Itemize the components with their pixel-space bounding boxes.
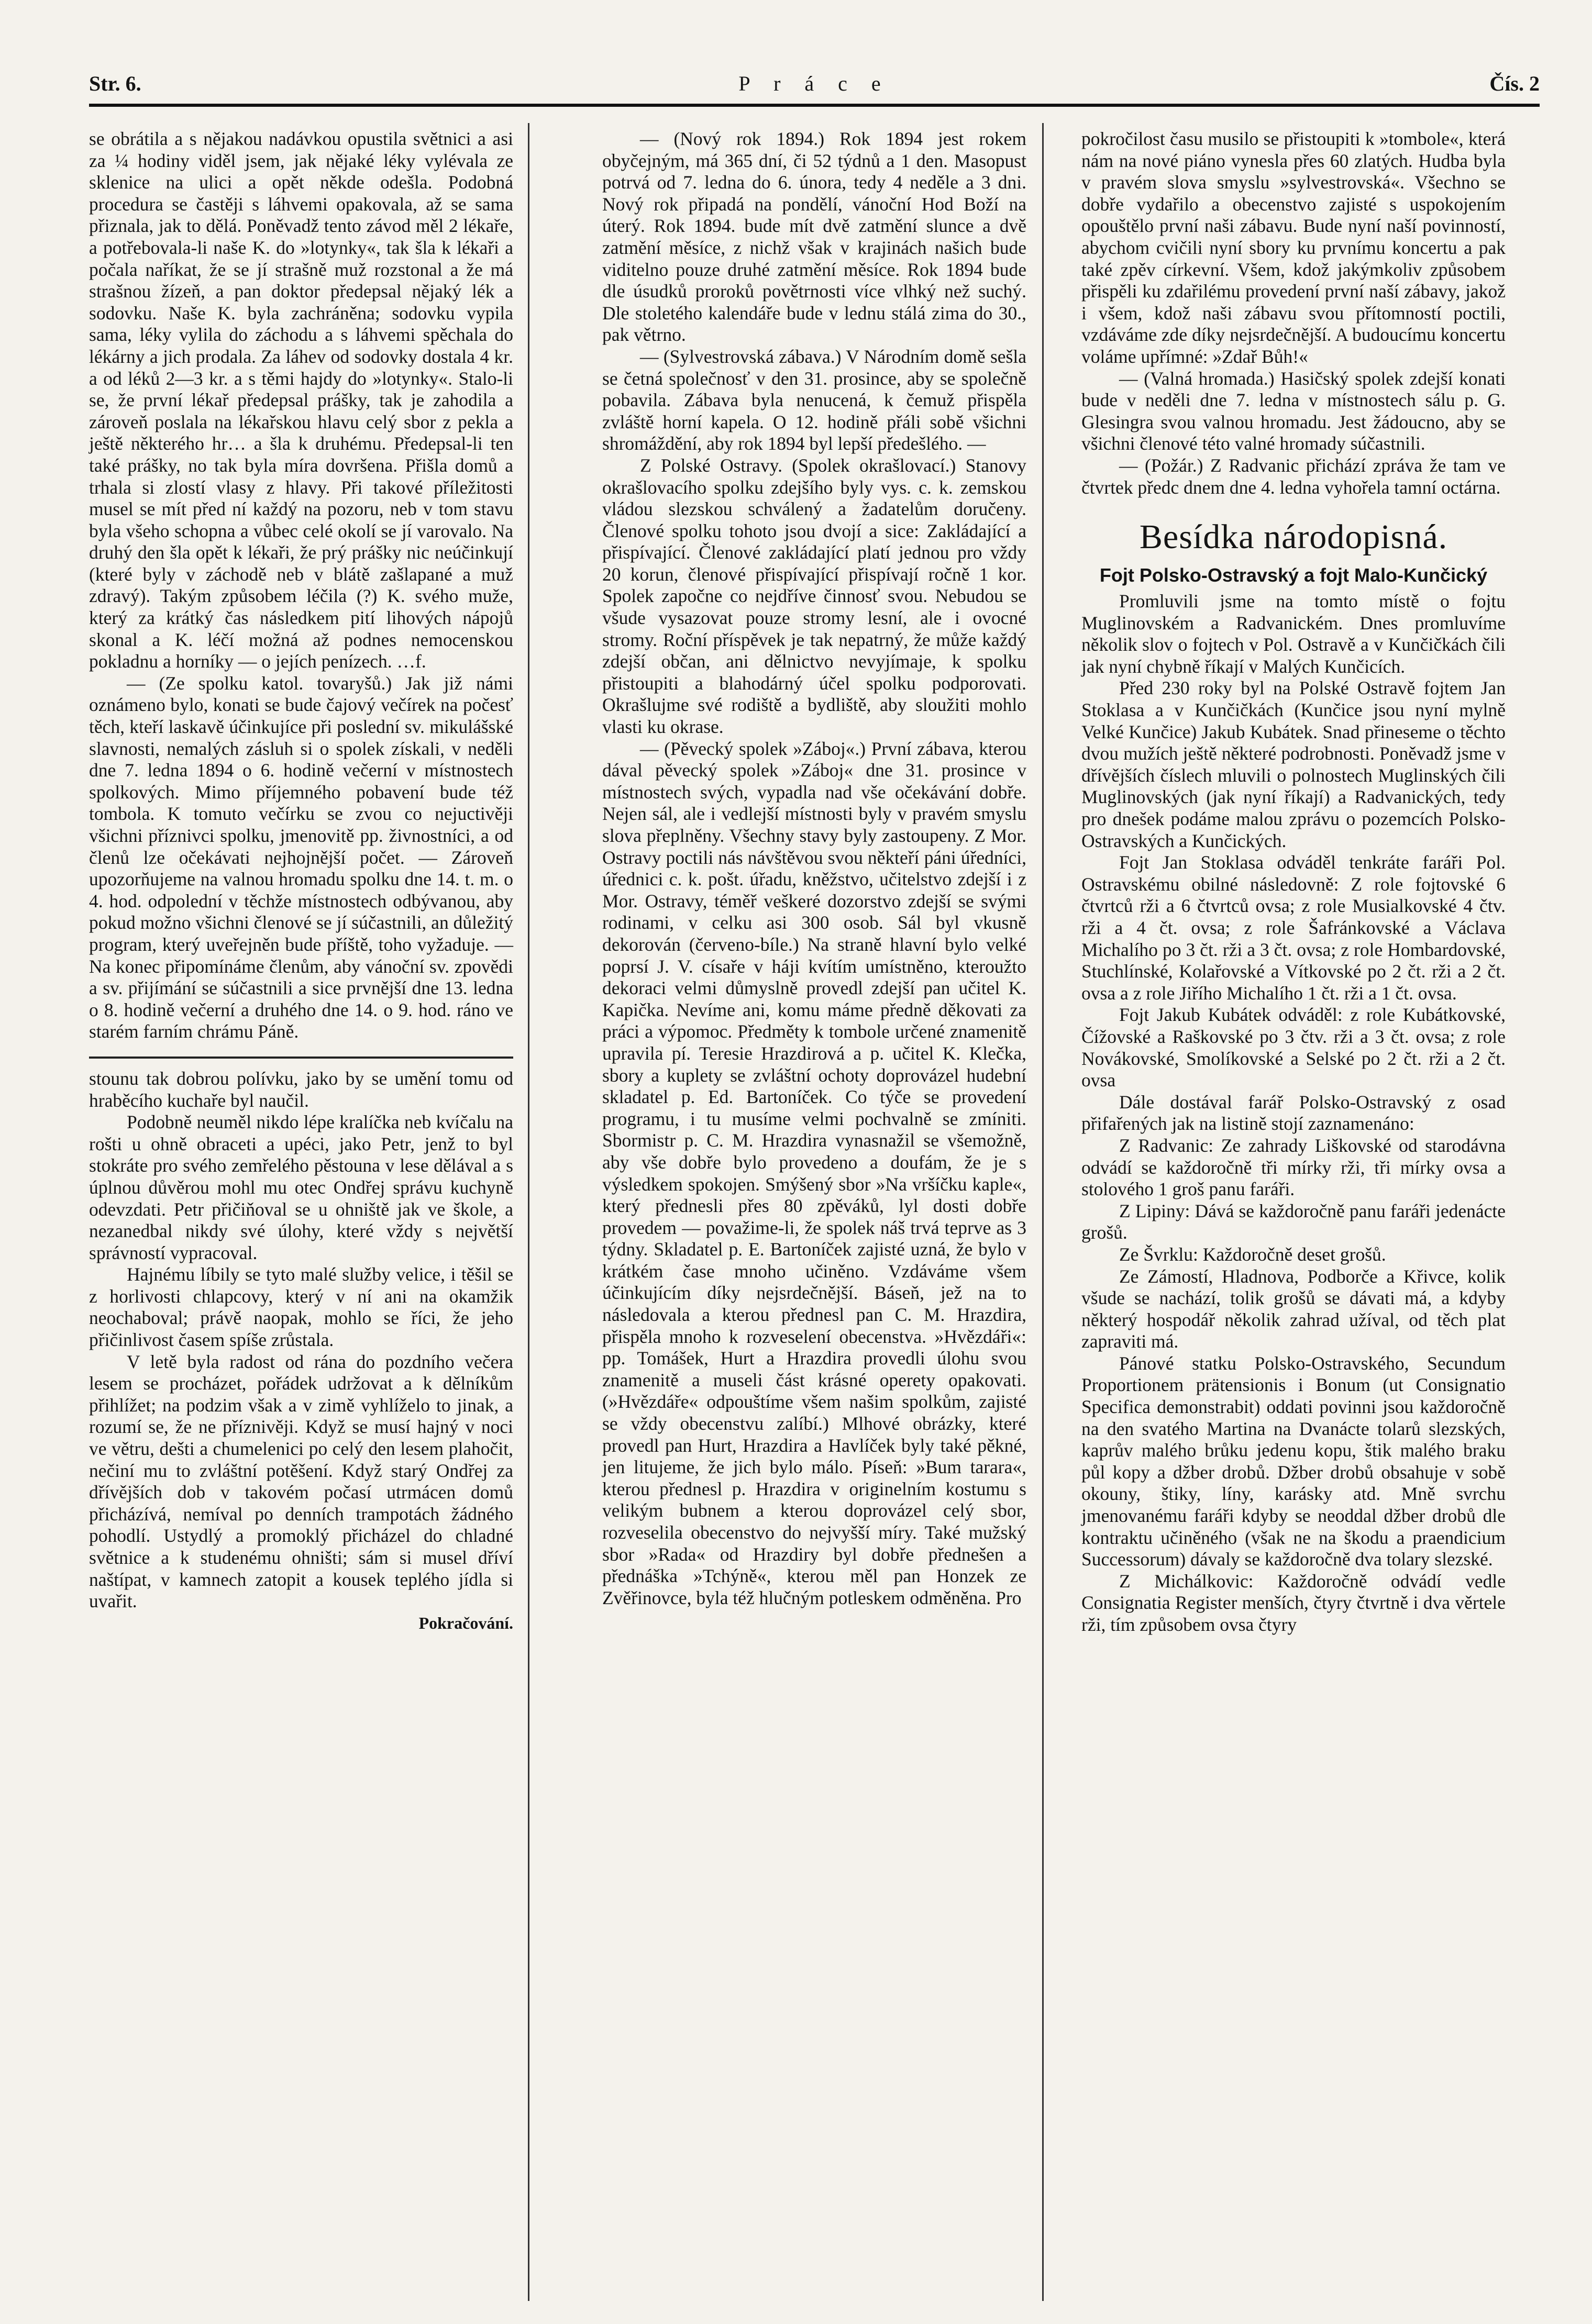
article-text: Pánové statku Polsko-Ostravského, Secundum Proportionem prätensionis i Bonum (ut Consignatio Specifica demonstrabit) oddati povinni jsou každoročně na den svatého Martina na Dvanácte tolarů slezských, kaprův malého brůku jedenu kopu, štik malého braku půl kopy a džber drobů. Džber drobů obsahuje v sobě okouny, štiky, líny, karásky atd. Mně svrchu jmenovanému faráři kdyby se neoddal džber drobů dle kontraktu učiněného (však ne na škodu a praendicium Successorum) dávaly se každoročně dva tolary slezské. [1081,1352,1506,1570]
serial-text: stounu tak dobrou polívku, jako by se umění tomu od hraběcího kuchaře byl naučil. [89,1068,513,1111]
article-text: Fojt Jakub Kubátek odváděl: z role Kubátkovské, Čížovské a Raškovské po 3 čtv. rži a 3 čt. ovsa; z role Novákovské, Smolíkovské a Selské po 2 čt. rži a 2 čt. ovsa [1081,1004,1506,1091]
article-text: — (Sylvestrovská zábava.) V Národním domě sešla se četná společnosť v den 31. prosince, aby se společně pobavila. Zábava byla nenucená, k čemuž přispěla zvláště horní kapela. O 12. hodině přáli sobě všichni shromáždění, aby rok 1894 byl lepší předešlého. — [602,346,1026,454]
newspaper-title: P r á c e [738,72,890,95]
column-2 [602,128,1026,1609]
article-text: Z Lipiny: Dává se každoročně panu faráři jedenácte grošů. [1081,1200,1506,1243]
article-text: pokročilost času musilo se přistoupiti k »tombole«, která nám na nové piáno vynesla přes 60 zlatých. Hudba byla v pravém slova smyslu »sylvestrovská«. Všechno se dobře vydařilo a obecenstvo zajisté s uspokojením opouštělo první naši zábavu. Bude nyní naší povinností, abychom cvičili nyní sbory ku prvnímu koncertu a pak také zpěv církevní. Všem, kdož jakýmkoliv způsobem přispěli ku zdařilému provedení první naší zábavy, jakož i všem, kdož naši zábavu svou přítomností poctili, vzdáváme zde díky nejsrdečnější. A budoucímu koncertu voláme upřímné: »Zdař Bůh!« [1081,128,1506,367]
column-divider-1 [528,123,529,2301]
article-text: — (Valná hromada.) Hasičský spolek zdejší konati bude v neděli dne 7. ledna v místnostech sálu p. G. Glesingra svou valnou hromadu. Jest žádoucno, aby se všichni členové této valné hromady súčastnili. [1081,368,1506,454]
article-text: Před 230 roky byl na Polské Ostravě fojtem Jan Stoklasa a v Kunčičkách (Kunčice jsou nyní mylně Velké Kunčice) Jakub Kubátek. Snad přineseme o těchto dvou mužích ještě některé podrobnosti. Poněvadž jsme v dřívějších číslech mluvili o polnostech Muglinských čili Muglinovských (jak nyní říkají) a Radvanických, tedy pro dnešek podáme malou zprávu o pozemcích Polsko-Ostravských a Kunčických. [1081,677,1506,851]
section-subtitle: Fojt Polsko-Ostravský a fojt Malo-Kunčický [1099,564,1488,586]
section-separator [89,1057,513,1059]
article-text: Z Michálkovic: Každoročně odvádí vedle Consignatia Register menších, čtyry čtvrtně i dva věrtele rži, tím způsobem ovsa čtyry [1081,1570,1506,1635]
article-text: se obrátila a s nějakou nadávkou opustila světnici a asi za ¼ hodiny viděl jsem, jak nějaké léky vylévala ze sklenice na ulici a opět někde odešla. Podobná procedura se častěji s láhvemi opakovala, až se sama přiznala, jak to dělá. Poněvadž tento závod měl 2 lékaře, a potřebovala-li naše K. do »lotynky«, tak šla k lékaři a počala naříkat, že se jí strašně muž rozstonal a že má strašnou žízeň, a pan doktor předepsal nějaký lék a sodovku. Naše K. byla zachráněna; sodovku vypila sama, léky vylila do záchodu a s láhvemi spěchala do lékárny a jich prodala. Za láhev od sodovky dostala 4 kr. a od léků 2—3 kr. a s těmi hajdy do »lotynky«. Stalo-li se, že první lékař předepsal prášky, tak je zahodila a zároveň poslala na lékařskou hlavu celý sbor z pekla a ještě některého hr… a šla k druhému. Předepsal-li ten také prášky, no tak byla míra dovršena. Přišla domů a trhala si zlostí vlasy z hlavy. Při takové příležitosti musel se mít před ní každý na pozoru, neb v tom stavu byla všeho schopna a vůbec celé okolí se jí varovalo. Na druhý den šla opět k lékaři, že prý prášky nic neúčinkují (které byly v záchodě neb v blátě zašlapané a muž zdravý). Takým způsobem léčila (?) K. svého muže, který za krátký čas následkem pití lihových nápojů skonal a K. léčí možná až podnes nemocenskou pokladnu a horníky — o jejích penízech. …f. [89,128,513,672]
article-text: Z Polské Ostravy. (Spolek okrašlovací.) Stanovy okrašlovacího spolku zdejšího byly vys. c. k. zemskou vládou slezskou schválený a žadatelům doručeny. Členové spolku tohoto jsou dvojí a sice: Zakládající a přispívající. Členové zakládající platí jednou pro vždy 20 korun, členové přispívající přispívají ročně 1 kor. Spolek započne co nejdříve činnosť svou. Nebudou se všude vysazovat pouze stromy lesní, ale i ovocné stromy. Roční příspěvek je tak nepatrný, že může každý zdejší občan, ani dělnictvo nevyjímaje, k spolku přistoupiti a blahodárný účel spolku podporovati. Okrašlujme své rodiště a bydliště, aby sloužiti mohlo vlasti ku okrase. [602,454,1026,738]
article-text: Ze Švrklu: Každoročně deset grošů. [1119,1243,1386,1265]
article-text: — (Požár.) Z Radvanic přichází zpráva že tam ve čtvrtek předc dnem dne 4. ledna vyhořela tamní octárna. [1081,454,1506,498]
article-text: Dále dostával farář Polsko-Ostravský z osad přifařených jak na listině stojí zaznamenáno: [1081,1091,1506,1135]
issue-number: Čís. 2 [1489,72,1540,95]
column-divider-2 [1042,123,1044,2301]
serial-text: V letě byla radost od rána do pozdního večera lesem se procházet, pořádek udržovat a k dělníkům přihlížet; na podzim však a v zimě vyhlíželo to jinak, a rozumí se, že ne příznivěji. Když se musí hajný v noci ve větru, dešti a chumelenici po celý den lesem plahočit, nečiní mu to zvláštní potěšení. Když starý Ondřej za dřívějších dob v takovém počasí utrmácen domů přicházívá, nemíval po denních trampotách žádného pohodlí. Ustydlý a promoklý přicházel do chladné světnice a k studenému ohništi; sám si musel dříví naštípat, v kamnech zatopit a kousek teplého jídla si uvařit. [89,1351,513,1612]
article-text: Ze Zámostí, Hladnova, Podborče a Křivce, kolik všude se nachází, tolik grošů se dávati má, a kdyby některý hospodář několik zahrad užíval, od těch plat zapraviti má. [1081,1265,1506,1352]
column-1 [89,128,513,1634]
article-text: — (Pěvecký spolek »Záboj«.) První zábava, kterou dával pěvecký spolek »Záboj« dne 31. prosince v místnostech svých, vypadla nad vše očekávání dobře. Nejen sál, ale i vedlejší místnosti byly v pravém smyslu slova přeplněny. Všechny stavy byly zastoupeny. Z Mor. Ostravy poctili nás návštěvou svou někteří páni úředníci, úřednici c. k. pošt. úřadu, kněžstvo, učitelstvo zdejší i z Mor. Ostravy, téměř veškeré dozorstvo zdejší se svými rodinami, v celku asi 300 osob. Sál byl vkusně dekorován (červeno-bíle.) Na straně hlavní bylo velké poprsí J. V. císaře v háji kvítím umístněno, kteroužto dekoraci velmi důmyslně provedl zdejší pan učitel K. Kapička. Nevíme ani, komu máme předně děkovati za práci a výpomoc. Předměty k tombole určené znamenitě upravila pí. Teresie Hrazdirová a p. učitel K. Klečka, sbory a kuplety se zvláštní ochoty doprovázel hudební skladatel p. Ed. Bartoníček. Co týče se provedení programu, i tu musíme velmi pochvalně se zmíniti. Sbormistr p. C. M. Hrazdira vynasnažil se všemožně, aby vše dobře bylo provedeno a doufám, že je s výsledkem spokojen. Smýšený sbor »Na vršíčku kaple«, který přednesli přes 80 zpěváků, lyl dosti dobře provedem — považime-li, že spolek náš trvá teprve as 3 týdny. Skladatel p. E. Bartoníček zajisté uzná, že bylo v krátkém čase mnoho učiněno. Vzdáváme všem účinkujícím díky nejsrdečnější. Báseň, jež na to následovala a kterou přednesl pan C. M. Hrazdira, přispěla mnoho k rozveselení obecenstva. »Hvězdáři«: pp. Tomášek, Hurt a Hrazdira provedli úlohu svou znamenitě a museli část krásné operety opakovati. (»Hvězdáře« odpouštíme všem našim spolkům, zajisté se vždy obecenstvu zalíbí.) Mlhové obrázky, které provedl pan Hurt, Hrazdira a Havlíček byly také pěkné, jen litujeme, že jich bylo málo. Píseň: »Bum tarara«, kterou přednesl p. Hrazdira v originelním kostumu s velikým bubnem a kterou doprovázel celý sbor, rozveselila obecenstvo do nejvyšší míry. Také mužský sbor »Rada« od Hrazdiry byl dobře přednešen a přednáška »Tchýně«, kterou měl pan Honzek ze Zvěřinovce, byla též hlučným potleskem odměněna. Pro [602,738,1026,1608]
column-3 [1081,128,1506,1636]
section-title: Besídka národopisná. [1139,518,1448,557]
article-text: Promluvili jsme na tomto místě o fojtu Muglinovském a Radvanickém. Dnes promluvíme několik slov o fojtech v Pol. Ostravě a v Kunčičkách čili jak nyní chybně říkají v Malých Kunčicích. [1081,591,1506,677]
article-text: Z Radvanic: Ze zahrady Liškovské od starodávna odvádí se každoročně tři mírky rži, tři mírky ovsa a stolového 1 groš panu faráři. [1081,1135,1506,1200]
article-text: — (Nový rok 1894.) Rok 1894 jest rokem obyčejným, má 365 dní, či 52 týdnů a 1 den. Masopust potrvá od 7. ledna do 6. února, tedy 4 neděle a 3 dni. Nový rok připadá na pondělí, vánoční Hod Boží na úterý. Rok 1894. bude mít dvě zatmění slunce a dvě zatmění měsíce, z nichž však v krajinách našich bude viditelno pouze druhé zatmění měsíce. Rok 1894 bude dle úsudků proroků povětrnosti více vlhký než suchý. Dle stoletého kalendáře bude v lednu stálá zima do 30., pak větrno. [602,128,1026,346]
article-text: — (Ze spolku katol. tovaryšů.) Jak již námi oznámeno bylo, konati se bude čajový večírek na počesť těch, kteří laskavě účinkujíce při poslední sv. mikulášské slavnosti, nemalých zásluh si o spolek získali, v neděli dne 7. ledna 1894 o 6. hodině večerní v místnostech spolkových. Mimo příjemného pobavení bude též tombola. K tomuto večírku se zvou co nejuctivěji všichni příznivci spolku, jmenovitě pp. živnostníci, a od členů lze očekávati nejhojnější počet. — Zároveň upozorňujeme na valnou hromadu spolku dne 14. t. m. o 4. hod. odpolední v těchže místnostech odbývanou, aby pokud možno všichni členové se jí súčastnili, an důležitý program, který uveřejněn bude příště, toho vyžaduje. — Na konec připomínáme členům, aby vánoční sv. zpovědi a sv. přijímání se súčastnili a sice prvnější dne 13. ledna o 8. hodině večerní a druhého dne 14. o 9. hod. ráno ve starém farním chrámu Páně. [89,672,513,1042]
serial-text: Hajnému líbily se tyto malé služby velice, i těšil se z horlivosti chlapcovy, který v ní ani na okamžik neochaboval; právě naopak, mohlo se říci, že jeho přičinlivost časem spíše zrůstala. [89,1264,513,1351]
article-text: Fojt Jan Stoklasa odváděl tenkráte faráři Pol. Ostravskému obilné následovně: Z role fojtovské 6 čtvrtců rži a 6 čtvrtců ovsa; z role Musialkovské 4 čtv. rži a 4 čt. ovsa; z role Šafránkovské a Václava Michalího po 3 čt. rži a 3 čt. ovsa; z role Hombardovské, Stuchlínské, Kolařovské a Vítkovské po 2 čt. rži a 2 čt. ovsa a z role Jiřího Michalího 1 čt. rži a 1 čt. ovsa. [1081,852,1506,1004]
page-header [89,67,1540,107]
continuation-note: Pokračování. [418,1613,513,1632]
page-number: Str. 6. [89,72,141,95]
serial-text: Podobně neuměl nikdo lépe kralíčka neb kvíčalu na rošti u ohně obraceti a upéci, jako Petr, jenž to byl stokráte pro svého zemřelého pěstouna v lese dělával a s úplnou důvěrou mohl mu otec Ondřej správu kuchyně odevzdati. Petr přičiňoval se u ohniště jak ve škole, a nezanedbal nikdy své úlohy, které vždy s největší správností vypracoval. [89,1111,513,1263]
